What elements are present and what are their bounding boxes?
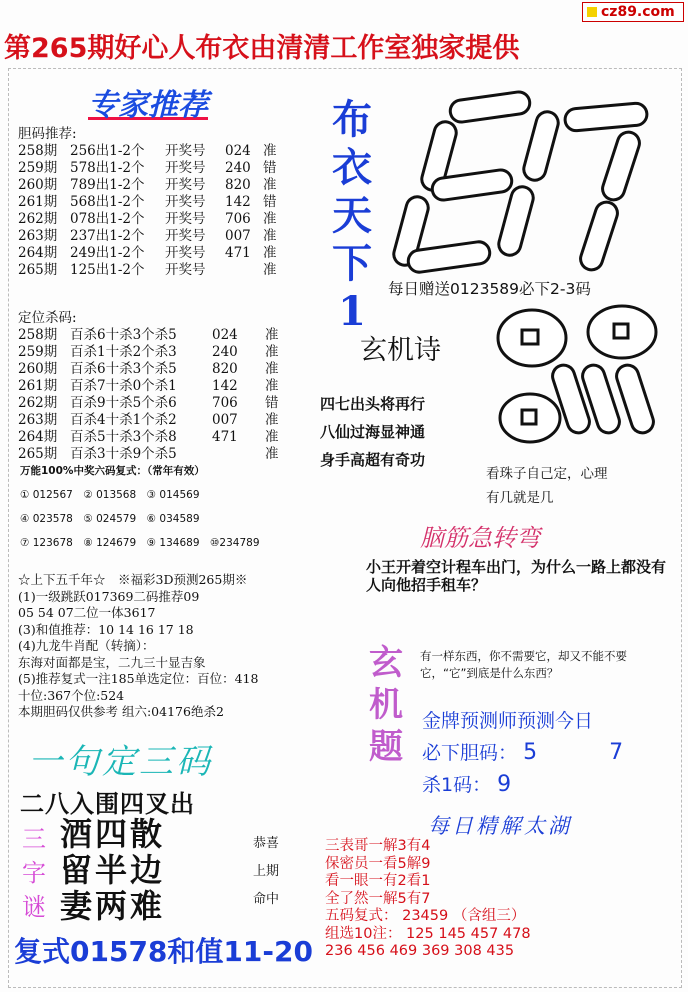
poem [320, 390, 425, 474]
result-cell: 准 [265, 378, 279, 394]
xuanji-ti-question: 有一样东西，你不需要它，却又不能不要它，“它”到底是什么东西？ [420, 649, 627, 680]
gongxi-line: 上期 [252, 864, 279, 879]
result-cell: 准 [263, 143, 277, 159]
gongxi [246, 830, 286, 914]
number-cell: 820 [212, 361, 238, 377]
taihu-lines [325, 838, 531, 961]
period-cell: 264期 [18, 429, 58, 445]
segment [521, 109, 560, 182]
segment [600, 129, 643, 202]
number-cell: 706 [212, 395, 238, 411]
segment [578, 199, 621, 272]
table-row [18, 327, 295, 344]
vertical-char: 题 [369, 727, 403, 767]
gold-line1: 金牌预测师预测今日 [422, 710, 594, 732]
taihu-line: 全了然一解5有7 [325, 890, 431, 907]
number-cell: 007 [212, 412, 238, 428]
label-cell: 开奖号 [165, 228, 206, 244]
label-cell: 开奖号 [165, 245, 206, 261]
result-cell: 准 [265, 361, 279, 377]
number-cell: 471 [225, 245, 251, 261]
period-cell: 258期 [18, 327, 58, 343]
riddle-line: 酒四散 [60, 815, 166, 853]
vertical-char: 下 [332, 240, 372, 287]
note-line: 05 54 07二位一体3617 [18, 605, 156, 620]
rule-cell: 百杀5十杀3个杀8 [70, 429, 177, 445]
range-cell: 249出1-2个 [70, 245, 145, 261]
table-row [18, 378, 295, 395]
result-cell: 准 [263, 245, 277, 261]
label-cell: 开奖号 [165, 262, 206, 278]
table-row [18, 446, 295, 463]
beads-graphic [490, 302, 680, 462]
segment [564, 102, 648, 131]
rule-cell: 百杀3十杀9个杀5 [70, 446, 177, 462]
number-cell: 240 [225, 160, 251, 176]
xuanji-ti-heading [364, 642, 408, 768]
table-row [18, 361, 295, 378]
vertical-char: 衣 [332, 144, 372, 191]
table-row [18, 194, 293, 211]
number-cell: 024 [212, 327, 238, 343]
note-line: (5)推荐复式一注185单选定位：百位：418 [18, 671, 259, 686]
table-row [18, 429, 295, 446]
poem-line: 四七出头将再行 [320, 395, 426, 413]
period-cell: 261期 [18, 378, 58, 394]
note-line: (3)和值推荐：10 14 16 17 18 [18, 621, 194, 637]
taihu-line: 236 456 469 369 308 435 [325, 943, 515, 959]
vertical-char: 机 [369, 685, 403, 725]
table-row [18, 344, 295, 361]
result-cell: 准 [265, 327, 279, 343]
rule-cell: 百杀6十杀3个杀5 [70, 361, 177, 377]
range-cell: 568出1-2个 [70, 194, 145, 210]
label-cell: 开奖号 [165, 211, 206, 227]
period-cell: 260期 [18, 361, 58, 377]
segment [496, 184, 535, 257]
period-cell: 260期 [18, 177, 58, 193]
gongxi-line: 命中 [252, 892, 279, 907]
naojin-heading: 脑筋急转弯 [420, 524, 540, 552]
rule-cell: 百杀9十杀5个杀6 [70, 395, 177, 411]
riddle [60, 816, 165, 924]
beads-text [486, 462, 676, 510]
segment [449, 91, 531, 124]
table-row [18, 395, 295, 412]
wanneng-line: ① 012567 ② 013568 ③ 014569 [20, 489, 200, 501]
result-cell: 错 [263, 160, 277, 176]
table-row [18, 143, 293, 160]
note-line: 十位:367个位:524 [18, 687, 125, 703]
vertical-char: 玄 [369, 643, 403, 683]
gold-line2 [422, 738, 623, 765]
daily-gift: 每日赠送0123589必下2-3码 [388, 280, 591, 298]
period-cell: 263期 [18, 412, 58, 428]
result-cell: 准 [265, 344, 279, 360]
label-cell: 开奖号 [165, 160, 206, 176]
table-row [18, 160, 293, 177]
note-line: (1)一级跳跃017369二码推荐09 [18, 588, 200, 604]
result-cell: 准 [263, 262, 277, 278]
period-cell: 261期 [18, 194, 58, 210]
number-cell [225, 262, 263, 279]
number-cell: 820 [225, 177, 251, 193]
dan-rows [18, 143, 293, 279]
table-row [18, 412, 295, 429]
number-cell: 007 [225, 228, 251, 244]
number-cell: 706 [225, 211, 251, 227]
period-cell: 263期 [18, 228, 58, 244]
range-cell: 078出1-2个 [70, 211, 145, 227]
note-line: ☆上下五千年☆ ※福彩3D预测265期※ [18, 572, 248, 587]
rule-cell: 百杀7十杀0个杀1 [70, 378, 177, 394]
wanneng-line: ④ 023578 ⑤ 024579 ⑥ 034589 [20, 513, 200, 525]
result-cell: 准 [265, 412, 279, 428]
kill-code-label: 杀1码： [422, 774, 492, 796]
kill-rows [18, 327, 295, 463]
digits-87-graphic [380, 86, 670, 276]
dan-label: 胆码推荐: [18, 126, 77, 142]
sanzi-heading [18, 822, 50, 924]
vertical-char: 布 [332, 96, 372, 143]
poem-line: 八仙过海显神通 [320, 423, 426, 441]
poem-line: 身手高超有奇功 [320, 451, 426, 469]
fushi-text: 复式01578和值11-20 [14, 935, 313, 968]
riddle-line: 妻两难 [60, 887, 166, 925]
period-cell: 259期 [18, 160, 58, 176]
gold-label: 必下胆码： [422, 742, 518, 764]
gongxi-line: 恭喜 [252, 836, 279, 851]
number-cell [212, 446, 265, 463]
range-cell: 125出1-2个 [70, 262, 145, 278]
range-cell: 237出1-2个 [70, 228, 145, 244]
table-row [18, 245, 293, 262]
result-cell: 错 [265, 395, 279, 411]
note-line: 东海对面都是宝，二九三十显吉象 [18, 654, 206, 670]
table-row [18, 228, 293, 245]
result-cell: 准 [263, 177, 277, 193]
vertical-char: 字 [22, 859, 46, 887]
wanneng-line: ⑦ 123678 ⑧ 124679 ⑨ 134689 ⑩234789 [20, 537, 260, 549]
taihu-line: 看一眼一有2看1 [325, 873, 431, 889]
dan-section [18, 126, 293, 279]
vertical-char: 天 [332, 192, 372, 239]
period-cell: 265期 [18, 446, 58, 462]
beads-line: 有几就是几 [486, 490, 554, 506]
period-cell: 264期 [18, 245, 58, 261]
page-title: 第265期好心人布衣由清清工作室独家提供 [4, 33, 520, 64]
gold-value: 7 [609, 740, 624, 765]
vertical-char: 1 [338, 288, 366, 335]
taihu-line: 五码复式： 23459 （含组三） [325, 908, 526, 924]
beads-line: 看珠子自己定，心理 [486, 466, 608, 482]
note-line: 本期胆码仅供参考 组六:04176绝杀2 [18, 704, 224, 719]
watermark[interactable] [582, 2, 684, 22]
number-cell: 142 [212, 378, 238, 394]
naojin-question: 小王开着空计程车出门，为什么一路上都没有人向他招手租车？ [366, 558, 667, 594]
label-cell: 开奖号 [165, 177, 206, 193]
erba-text: 二八入围四叉出 [20, 790, 195, 818]
logo-square-icon [587, 7, 597, 17]
vertical-char: 三 [22, 825, 46, 853]
notes-section [18, 572, 318, 721]
rule-cell: 百杀6十杀3个杀5 [70, 327, 177, 343]
gold-line3 [422, 770, 511, 797]
gold-value: 5 [523, 740, 538, 765]
taihu-heading: 每日精解太湖 [428, 814, 572, 838]
taihu-line: 三表哥一解3有4 [325, 838, 431, 854]
riddle-line: 留半边 [60, 851, 166, 889]
number-cell: 142 [225, 194, 251, 210]
rule-cell: 百杀1十杀2个杀3 [70, 344, 177, 360]
result-cell: 准 [263, 211, 277, 227]
wanneng-header: 万能100%中奖六码复式：（常年有效） [20, 465, 205, 477]
wanneng-section [20, 462, 260, 552]
table-row [18, 177, 293, 194]
kill-code-value: 9 [497, 772, 512, 797]
result-cell: 准 [263, 228, 277, 244]
number-cell: 240 [212, 344, 238, 360]
xuanji-shi-heading: 玄机诗 [360, 335, 441, 366]
period-cell: 265期 [18, 262, 58, 278]
range-cell: 578出1-2个 [70, 160, 145, 176]
rule-cell: 百杀4十杀1个杀2 [70, 412, 177, 428]
period-cell: 258期 [18, 143, 58, 159]
yiju-heading: 一句定三码 [28, 742, 213, 782]
result-cell: 准 [265, 429, 279, 445]
taihu-line: 保密员一看5解9 [325, 855, 431, 872]
vertical-char: 谜 [22, 893, 46, 921]
note-line: (4)九龙牛肖配（转摘）： [18, 638, 155, 653]
range-cell: 789出1-2个 [70, 177, 145, 193]
taihu-line: 组选10注： 125 145 457 478 [325, 925, 531, 942]
period-cell: 262期 [18, 395, 58, 411]
label-cell: 开奖号 [165, 143, 206, 159]
kill-section [18, 310, 295, 463]
number-cell: 024 [225, 143, 251, 159]
label-cell: 开奖号 [165, 194, 206, 210]
period-cell: 262期 [18, 211, 58, 227]
kill-label: 定位杀码: [18, 310, 77, 326]
result-cell: 错 [263, 194, 277, 210]
result-cell: 准 [265, 446, 279, 462]
table-row [18, 211, 293, 228]
table-row [18, 262, 293, 279]
expert-heading: 专家推荐 [88, 88, 208, 123]
watermark-text: cz89.com [601, 4, 675, 20]
range-cell: 256出1-2个 [70, 143, 145, 159]
buyi-vertical-title [330, 96, 374, 336]
number-cell: 471 [212, 429, 238, 445]
period-cell: 259期 [18, 344, 58, 360]
